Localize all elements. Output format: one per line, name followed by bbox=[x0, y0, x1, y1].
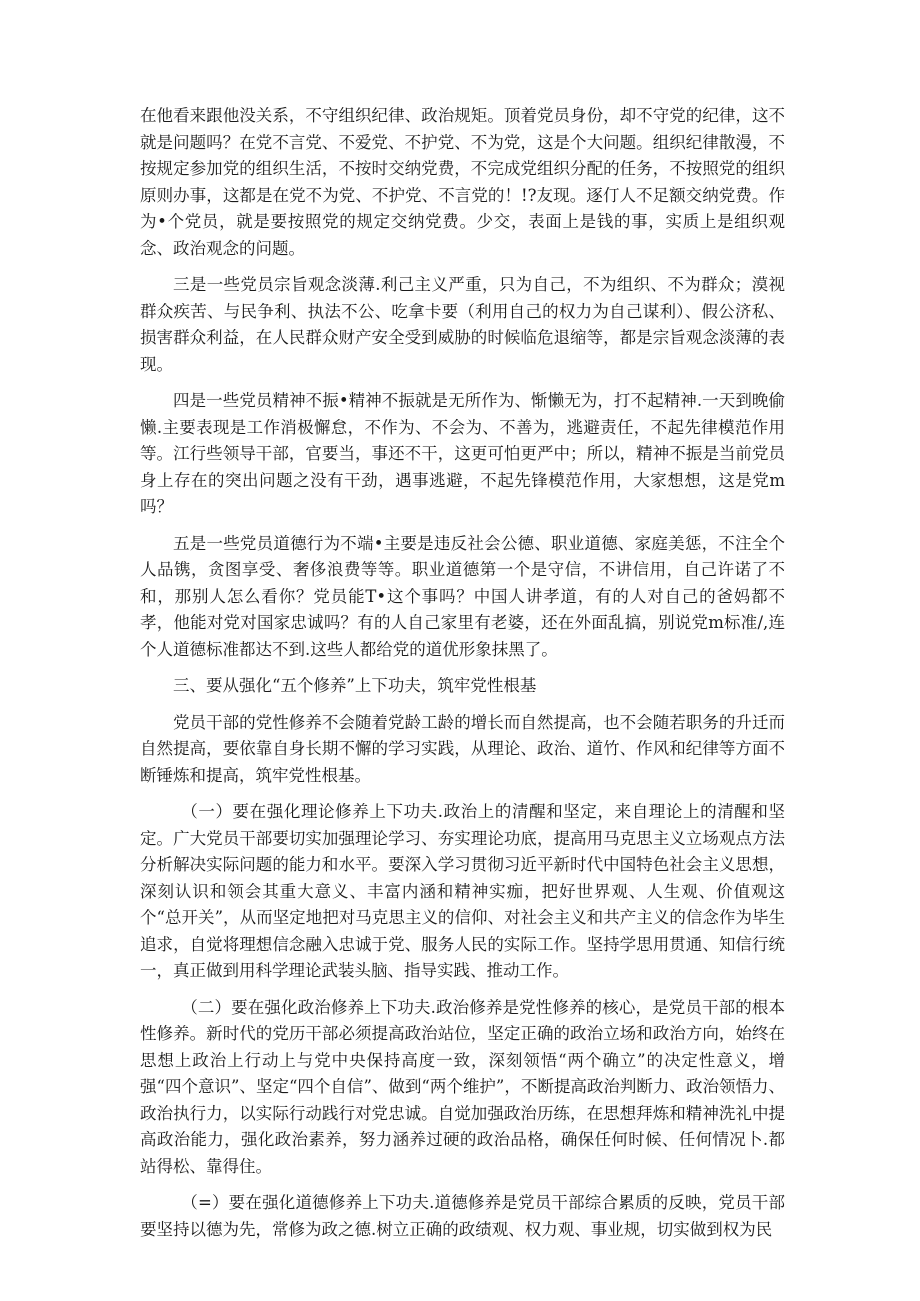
document-body bbox=[140, 103, 785, 1253]
paragraph-theory-cultivation: （一）要在强化理论修养上下功夫.政治上的清醒和坚定，来自理论上的清醒和坚定。广大党员干部要切实加强理论学习、夯实理论功底，提高用马克思主义立场观点方法分析解决实际问题的能力和水平。要深入学习贯彻习近平新时代中国特色社会主义思想，深刻认识和领会其重大意义、丰富内涵和精神实痂，把好世界观、人生观、价值观这个“总开关”，从而坚定地把对马克思主义的信仰、对社会主义和共产主义的信念作为毕生追求，自觉将理想信念融入忠诚于党、服务人民的实际工作。坚持学思用贯通、知信行统一，真正做到用科学理论武装头脑、指导实践、推动工作。 bbox=[140, 802, 785, 980]
paragraph-point-four: 四是一些党员精神不振•精神不振就是无所作为、惭懒无为，打不起精神.一天到晚偷懒.主要表现是工作消极懈怠，不作为、不会为、不善为，逃避责任，不起先律模范作用等。江行些领导干部，官要当，事还不干，这更可怕更严中；所以，精神不振是当前党员身上存在的突出问题之没有干劲，遇事逃避，不起先锋模范作用，大家想想，这是党m吗？ bbox=[140, 391, 785, 516]
paragraph-moral-cultivation: （=）要在强化道德修养上下功夫.道德修养是党员干部综合累质的反映，党员干部要坚持以德为先，常修为政之德.树立正确的政绩观、权力观、事业规，切实做到权为民 bbox=[140, 1193, 785, 1239]
paragraph-point-three: 三是一些党员宗旨观念淡薄.利己主义严重，只为自己，不为组织、不为群众；漠视群众疾苦、与民争利、执法不公、吃拿卡要（利用自己的权力为自己谋利）、假公济私、损害群众利益，在人民群众财产安全受到威胁的时候临危退缩等，都是宗旨观念淡薄的表现。 bbox=[140, 275, 785, 374]
paragraph-section-intro: 党员干部的党性修养不会随着党龄工龄的增长而自然提高，也不会随若职务的升迁而自然提高，要依靠自身长期不懈的学习实践，从理论、政治、道竹、作风和纪律等方面不断锤炼和提高，筑牢党性根基。 bbox=[140, 712, 785, 785]
paragraph-organizational-discipline: 在他看来跟他没关系，不守组织纪律、政治规矩。顶着党员身份，却不守党的纪律，这不就是问题吗？在党不言党、不爱党、不护党、不为党，这是个大问题。组织纪律散漫，不按规定参加党的组织生活，不按时交纳党费，不完成党组织分配的任务，不按照党的组织原则办事，这都是在党不为党、不护党、不言党的！!?友现。逐仃人不足额交纳党费。作为•个党员，就是要按照党的规定交纳党费。少交，表面上是钱的事，实质上是组织观念、政治观念的问题。 bbox=[140, 106, 785, 258]
paragraph-point-five: 五是一些党员道德行为不端•主要是违反社会公德、职业道德、家庭美惩，不注全个人品镌，贪图享受、奢侈浪费等等。职业道德第一个是守信，不讲信用，自己许诺了不和，那别人怎么看你？党员能T•这个事吗？中国人讲孝道，有的人对自己的爸妈都不孝，他能对党对国家忠诚吗？有的人自己家里有老婆，还在外面乱搞，别说党m标准/,连个人道德标准都达不到.这些人都给党的道优形象抹黑了。 bbox=[140, 533, 785, 659]
section-heading-three: 三、要从强化“五个修养”上下功夫，筑牢党性根基 bbox=[173, 676, 537, 695]
paragraph-political-cultivation: （二）要在强化政治修养上下功夫.政治修养是党性修养的核心，是党员干部的根本性修养。新时代的党历干部必须提高政治站位，坚定正确的政治立场和政治方向，始终在思想上政治上行动上与党中央保持高度一致，深刻领悟“两个确立”的决定性意义，增强“四个意识”、坚定“四个自信”、做到“两个维护”，不断提高政治判断力、政治领悟力、政治执行力，以实际行动践行对党忠诚。自觉加强政治历练，在思想拜炼和精神洗礼中提高政治能力，强化政治素养，努力涵养过硬的政治品格，确保任何时候、任何情况卜.都站得松、靠得住。 bbox=[140, 997, 785, 1176]
